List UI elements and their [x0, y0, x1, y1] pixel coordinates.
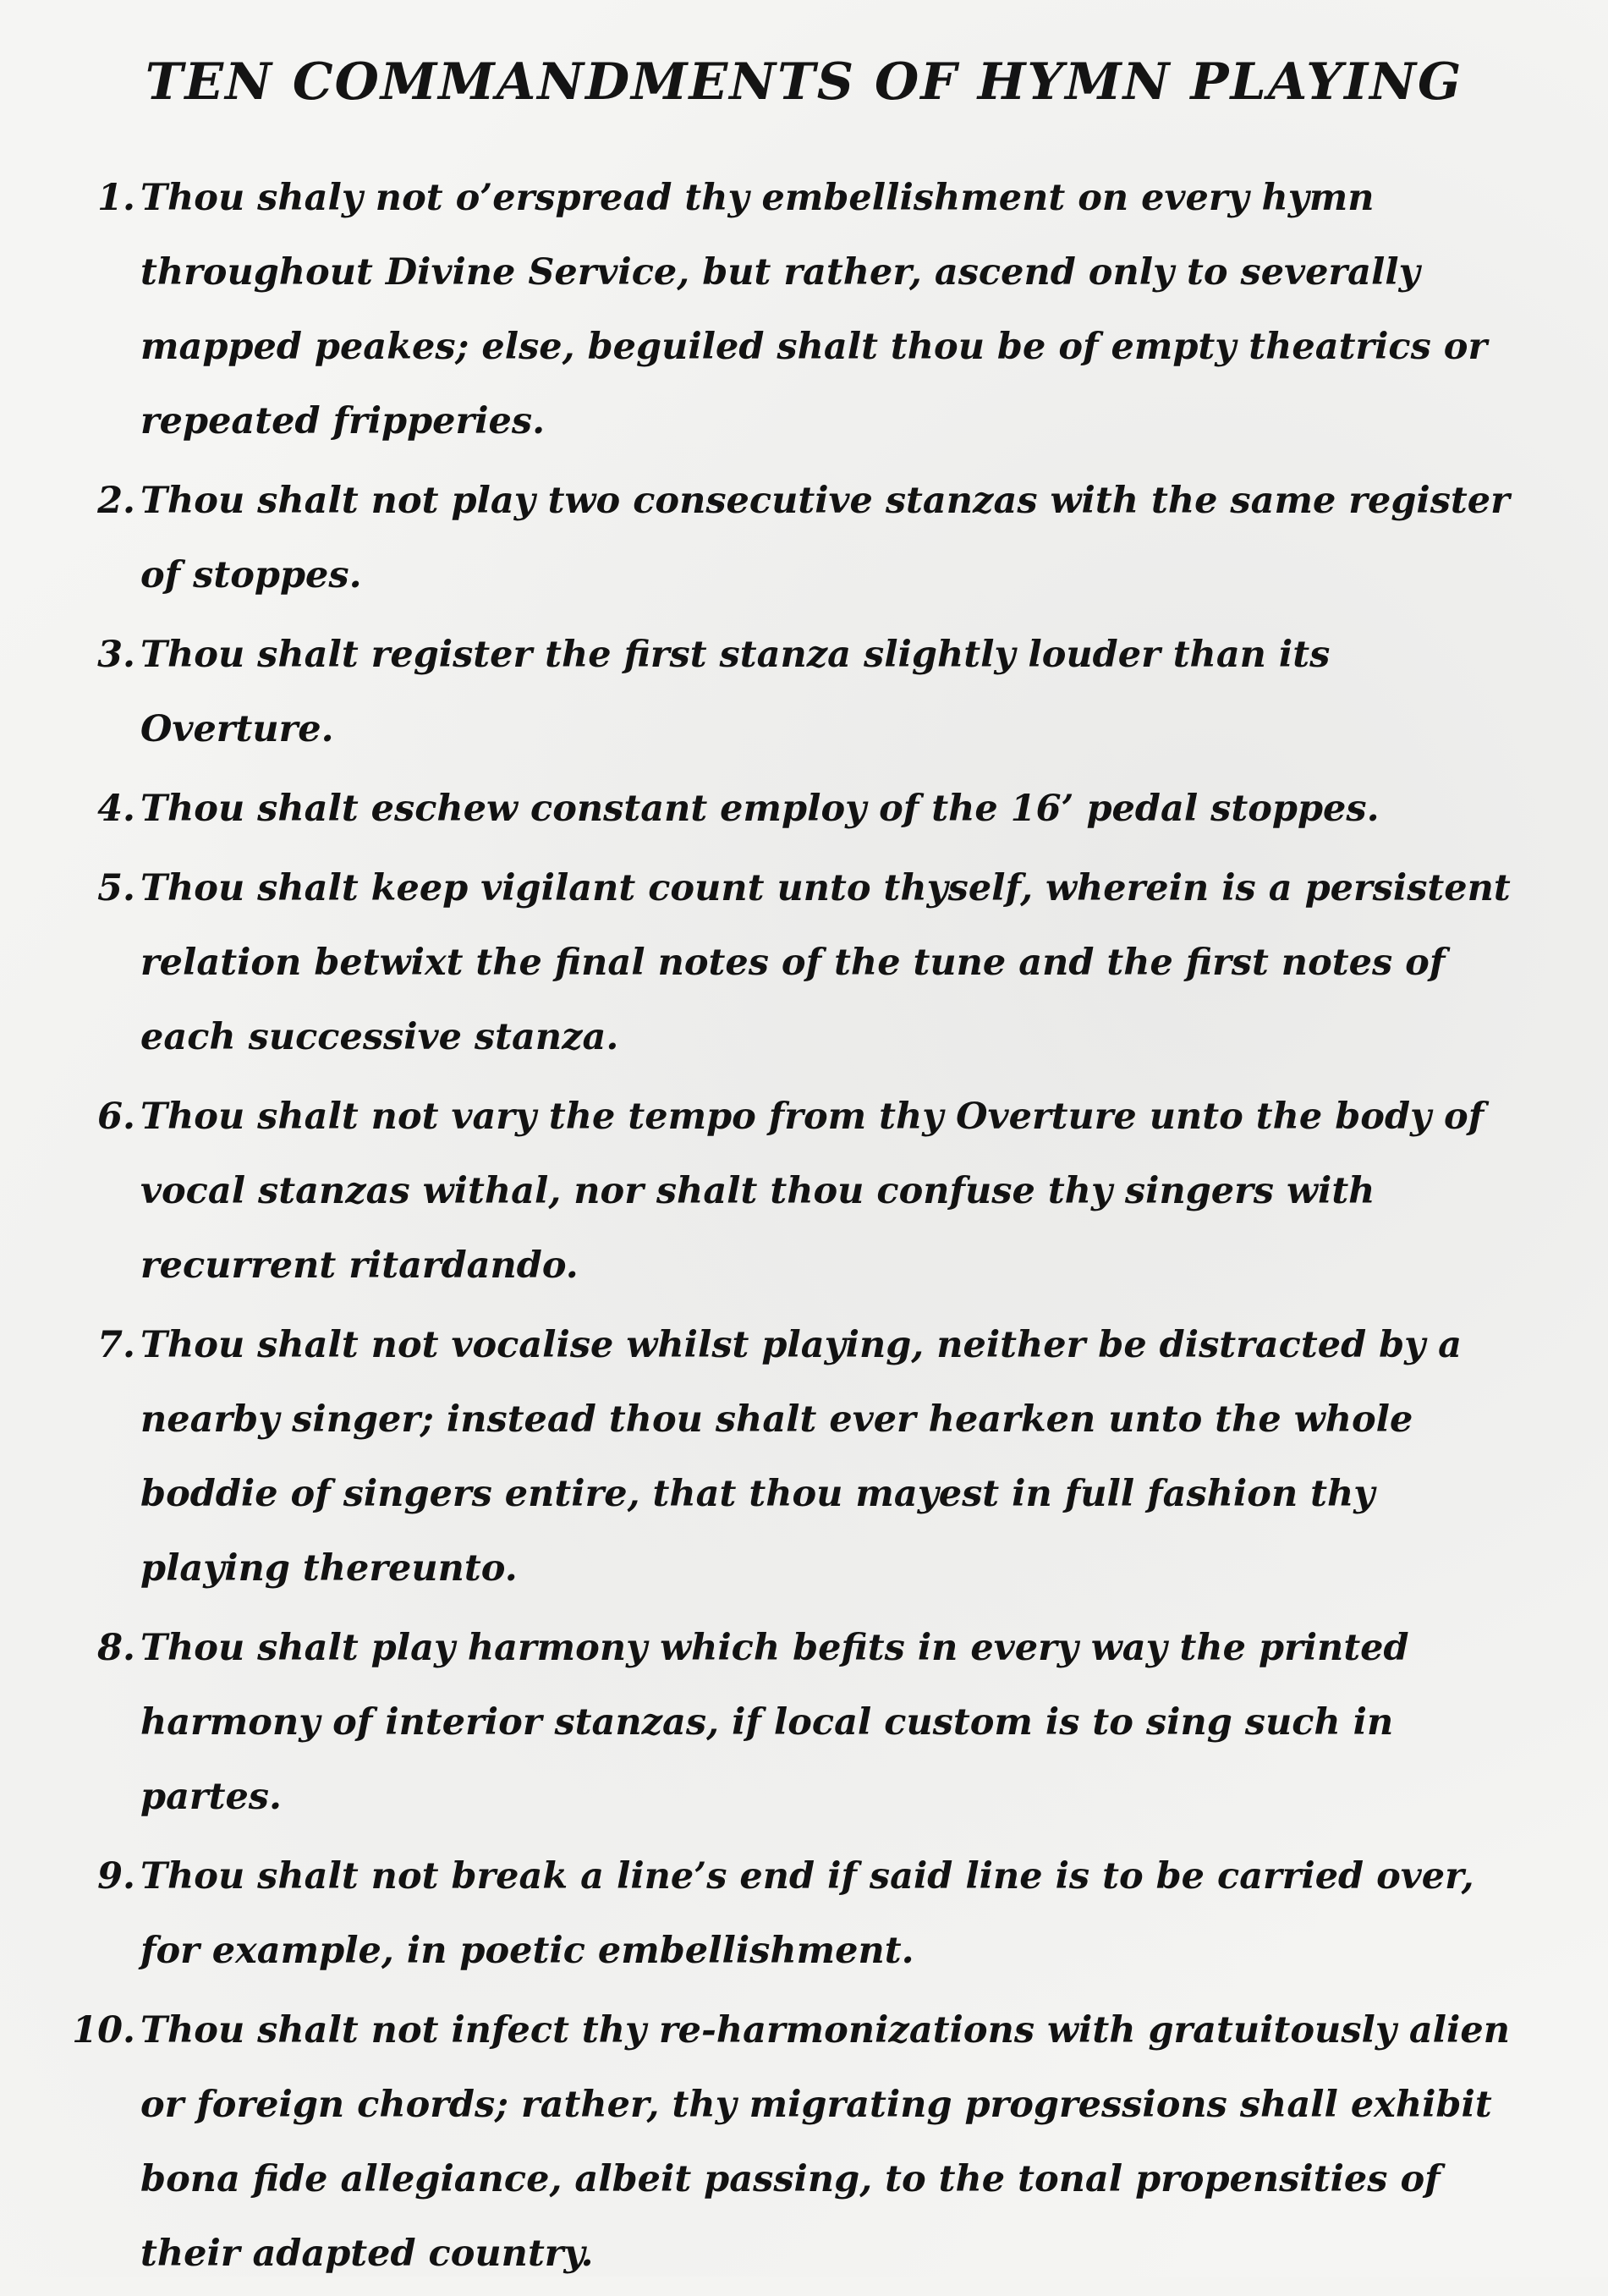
commandment-number: 2 . — [68, 464, 135, 538]
commandment-number: 7 . — [68, 1308, 135, 1382]
commandment-6 — [74, 1079, 1529, 1303]
commandment-text: Thou shalt play harmony which befits in every way the printed harmony of interior stanzas, if local custom is to sing such in partes. — [140, 1627, 1409, 1818]
commandment-number: 4 . — [68, 772, 135, 846]
commandment-number: 10 . — [68, 1993, 135, 2068]
commandment-2 — [74, 464, 1529, 612]
commandment-text: Thou shalt not break a line’s end if said line is to be carried over, for example, in poetic embellishment. — [140, 1855, 1474, 1972]
commandment-number: 9 . — [68, 1839, 135, 1914]
commandment-8 — [74, 1611, 1529, 1834]
commandment-10 — [74, 1993, 1529, 2291]
commandment-text: Thou shalt not vary the tempo from thy Overture unto the body of vocal stanzas withal, nor shalt thou confuse thy singers with recurrent ritardando. — [140, 1096, 1485, 1287]
commandment-number: 5 . — [68, 851, 135, 926]
commandments-list — [74, 161, 1529, 2296]
document-title: TEN COMMANDMENTS OF HYMN PLAYING — [145, 52, 1463, 112]
commandment-text: Thou shalt not play two consecutive stanzas with the same register of stoppes. — [140, 480, 1510, 596]
commandment-text: Thou shalt not vocalise whilst playing, neither be distracted by a nearby singer; instead thou shalt ever hearken unto the whole boddie of singers entire, that thou mayest in full fashion thy playing thereunto. — [140, 1324, 1462, 1590]
commandment-text: Thou shalt eschew constant employ of the 16’ pedal stoppes. — [140, 788, 1380, 830]
commandment-number: 6 . — [68, 1079, 135, 1154]
commandment-7 — [74, 1308, 1529, 1606]
commandment-3 — [74, 618, 1529, 766]
commandment-text: Thou shalt register the first stanza slightly louder than its Overture. — [140, 634, 1331, 750]
commandment-1 — [74, 161, 1529, 459]
commandment-number: 3 . — [68, 618, 135, 692]
commandment-text: Thou shalt keep vigilant count unto thyself, wherein is a persistent relation betwixt the final notes of the tune and the first notes of each successive stanza. — [140, 867, 1511, 1058]
commandment-4 — [74, 772, 1529, 846]
commandment-number: 8 . — [68, 1611, 135, 1685]
commandment-text: Thou shaly not o’erspread thy embellishment on every hymn throughout Divine Service, but rather, ascend only to severally mapped peakes; else, beguiled shalt thou be of empty theatrics or repeated fripperies. — [140, 177, 1488, 442]
commandment-9 — [74, 1839, 1529, 1988]
commandment-number: 1 . — [68, 161, 135, 235]
commandment-text: Thou shalt not infect thy re-harmonizations with gratuitously alien or foreign chords; rather, thy migrating progressions shall exhibit bona fide allegiance, albeit passing, to the tonal propensities of their adapted country. — [140, 2009, 1510, 2275]
commandment-5 — [74, 851, 1529, 1074]
